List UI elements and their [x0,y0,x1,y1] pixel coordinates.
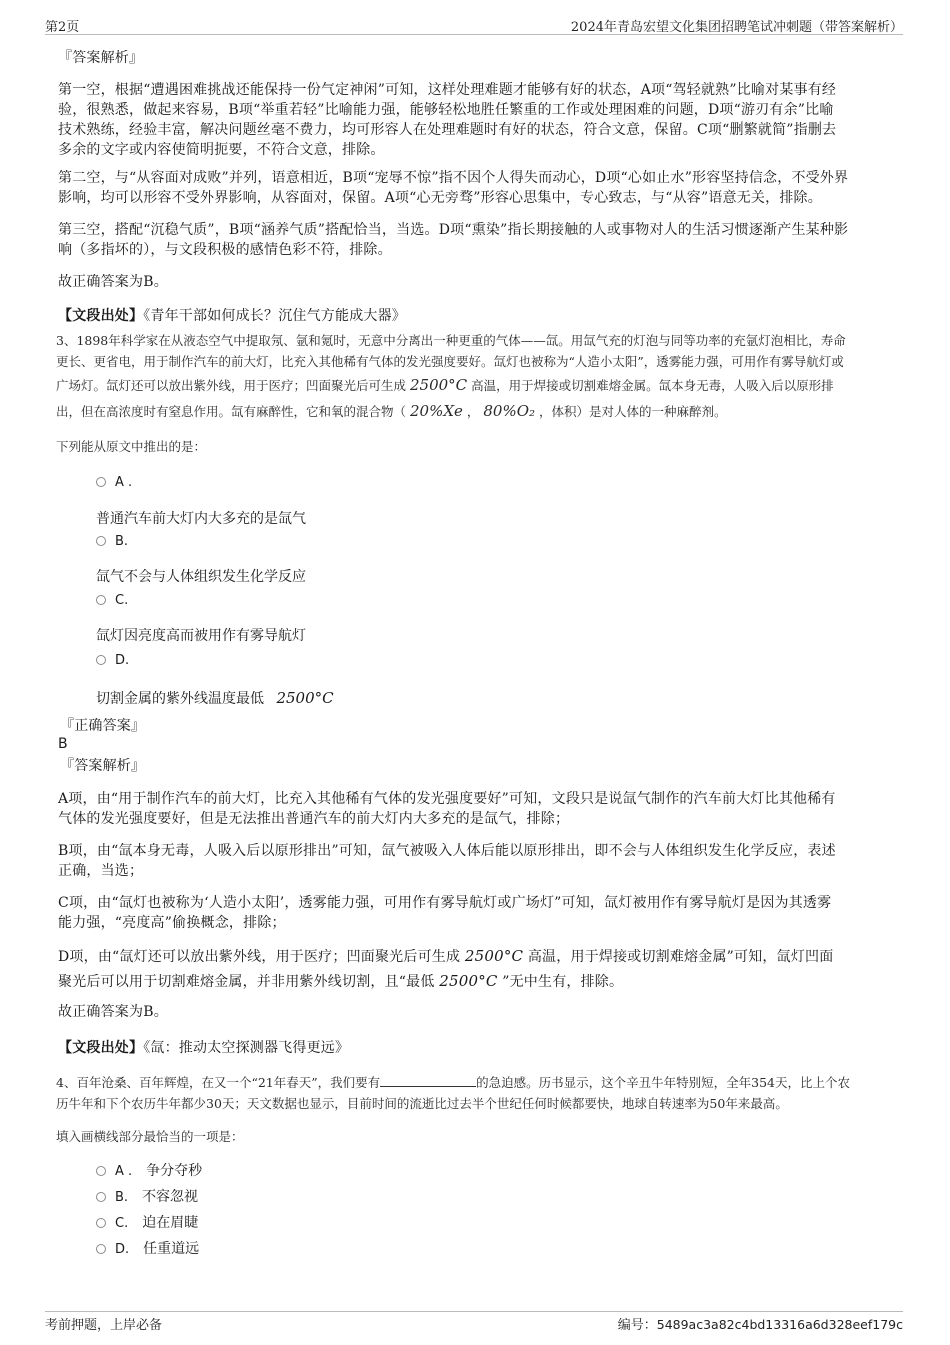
radio-icon[interactable] [96,1244,106,1254]
q4-option-d[interactable]: D. 任重道远 [96,1239,199,1260]
radio-icon[interactable] [96,595,106,605]
radio-icon[interactable] [96,1192,106,1202]
q3-answer: B [58,736,68,752]
q3-prompt: 下列能从原文中推出的是： [56,439,207,454]
q3-option-a-text: 普通汽车前大灯内大多充的是氙气 [96,511,306,527]
q3-option-d[interactable]: D. [96,650,129,671]
radio-icon[interactable] [96,1166,106,1176]
o2-math: 80%O₂ [483,402,536,420]
q3-source: 【文段出处】《氙：推动太空探测器飞得更远》 [58,1040,350,1056]
temperature-math: 2500°C [276,689,334,707]
q2-source: 【文段出处】《青年干部如何成长？沉住气方能成大器》 [58,308,407,324]
q3-option-d-text: 切割金属的紫外线温度最低 2500°C [96,689,334,707]
q3-analysis-d: D项，由“氙灯还可以放出紫外线，用于医疗；凹面聚光后可生成 2500°C 高温，用于焊接或切割难熔金属”可知，氙灯凹面 聚光后可以用于切割难熔金属，并非用紫外线切割，且“最低 2500°C ”无中生有，排除。 [58,947,834,990]
temperature-math: 2500°C [439,972,498,990]
radio-icon[interactable] [96,536,106,546]
temperature-math: 2500°C [464,947,524,965]
q3-stem: 3、1898年科学家在从液态空气中提取氖、氩和氪时，无意中分离出一种更重的气体——氙。用氙气充的灯泡与同等功率的充氩灯泡相比，寿命 更长、更省电，用于制作汽车的前大灯，比充入其他稀有气体的发光强度要好。氙灯也被称为“人造小太阳”，透雾能力强，可用作有雾导航灯或 广场灯。氙灯还可以放出紫外线，用于医疗；凹面聚光后可生成 2500°C 高温，用于焊接或切割难熔金属。氙本身无毒，人吸入后以原形排 出，但在高浓度时有窒息作用。氙有麻醉性，它和氧的混合物（ 20%Xe ， 80%O₂ ，体积）是对人体的一种麻醉剂。 [56,333,846,420]
page-number: 第2页 [45,20,80,35]
q3-analysis-a: A项，由“用于制作汽车的前大灯，比充入其他稀有气体的发光强度要好”可知，文段只是说氙气制作的汽车前大灯比其他稀有 气体的发光强度要好，但是无法推出普通汽车的前大灯内大多充的是氙气，排除； [58,791,836,827]
footer-code: 编号：5489ac3a82c4bd13316a6d328eef179c [617,1317,903,1333]
radio-icon[interactable] [96,655,106,665]
q3-option-c-text: 氙灯因亮度高而被用作有雾导航灯 [96,628,306,644]
xe-math: 20%Xe [410,402,463,420]
footer-slogan: 考前押题，上岸必备 [45,1318,163,1333]
q2-conclusion: 故正确答案为B。 [58,274,168,290]
q3-conclusion: 故正确答案为B。 [58,1004,168,1020]
q3-answer-label: 『正确答案』 [60,718,146,734]
q3-analysis-c: C项，由“氙灯也被称为‘人造小太阳’，透雾能力强，可用作有雾导航灯或广场灯”可知，氙灯被用作有雾导航灯是因为其透雾 能力强，“亮度高”偷换概念，排除； [58,895,832,931]
q4-option-c[interactable]: C. 迫在眉睫 [96,1213,198,1234]
document-title: 2024年青岛宏望文化集团招聘笔试冲刺题（带答案解析） [570,20,903,35]
q3-option-b-text: 氙气不会与人体组织发生化学反应 [96,569,306,585]
fill-blank [380,1074,476,1087]
q2-analysis-para1: 第一空，根据“遭遇困难挑战还能保持一份气定神闲”可知，这样处理难题才能够有好的状态，A项“驾轻就熟”比喻对某事有经 验，很熟悉，做起来容易，B项“举重若轻”比喻能力强，能够轻松地胜任繁重的工作或处理困难的问题，D项“游刃有余”比喻 技术熟练，经验丰富，解决问题丝毫不费力，均可形容人在处理难题时有好的状态，符合文意，保留。C项“删繁就简”指删去 多余的文字或内容使简明扼要，不符合文意，排除。 [58,82,837,158]
q3-option-a[interactable]: A . [96,472,132,493]
header-rule [45,34,903,35]
q3-option-c[interactable]: C. [96,590,128,611]
q4-stem: 4、百年沧桑、百年辉煌，在又一个“21年春天”，我们要有 的急迫感。历书显示，这个辛丑牛年特别短，全年354天，比上个农 历牛年和下个农历牛年都少30天；天文数据也显示，目前时间的流逝比过去半个世纪任何时候都要快，地球自转速率为50年来最高。 [56,1075,851,1111]
q2-analysis-label: 『答案解析』 [58,50,144,66]
radio-icon[interactable] [96,1218,106,1228]
q3-analysis-b: B项，由“氙本身无毒，人吸入后以原形排出”可知，氙气被吸入人体后能以原形排出，即不会与人体组织发生化学反应，表述 正确，当选； [58,843,836,879]
q2-analysis-para3: 第三空，搭配“沉稳气质”，B项“涵养气质”搭配恰当，当选。D项“熏染”指长期接触的人或事物对人的生活习惯逐渐产生某种影 响（多指坏的），与文段积极的感情色彩不符，排除。 [58,222,849,258]
q2-analysis-para2: 第二空，与“从容面对成败”并列，语意相近，B项“宠辱不惊”指不因个人得失而动心，D项“心如止水”形容坚持信念，不受外界 影响，均可以形容不受外界影响，从容面对，保留。A项“心无旁骛”形容心思集中，专心致志，与“从容”语意无关，排除。 [58,170,849,206]
q4-prompt: 填入画横线部分最恰当的一项是： [56,1129,244,1144]
q3-option-b[interactable]: B. [96,531,128,552]
footer-rule [45,1311,903,1312]
q4-option-b[interactable]: B. 不容忽视 [96,1187,198,1208]
q3-analysis-label: 『答案解析』 [60,758,146,774]
temperature-math: 2500°C [410,376,468,394]
q4-option-a[interactable]: A . 争分夺秒 [96,1161,202,1182]
radio-icon[interactable] [96,477,106,487]
